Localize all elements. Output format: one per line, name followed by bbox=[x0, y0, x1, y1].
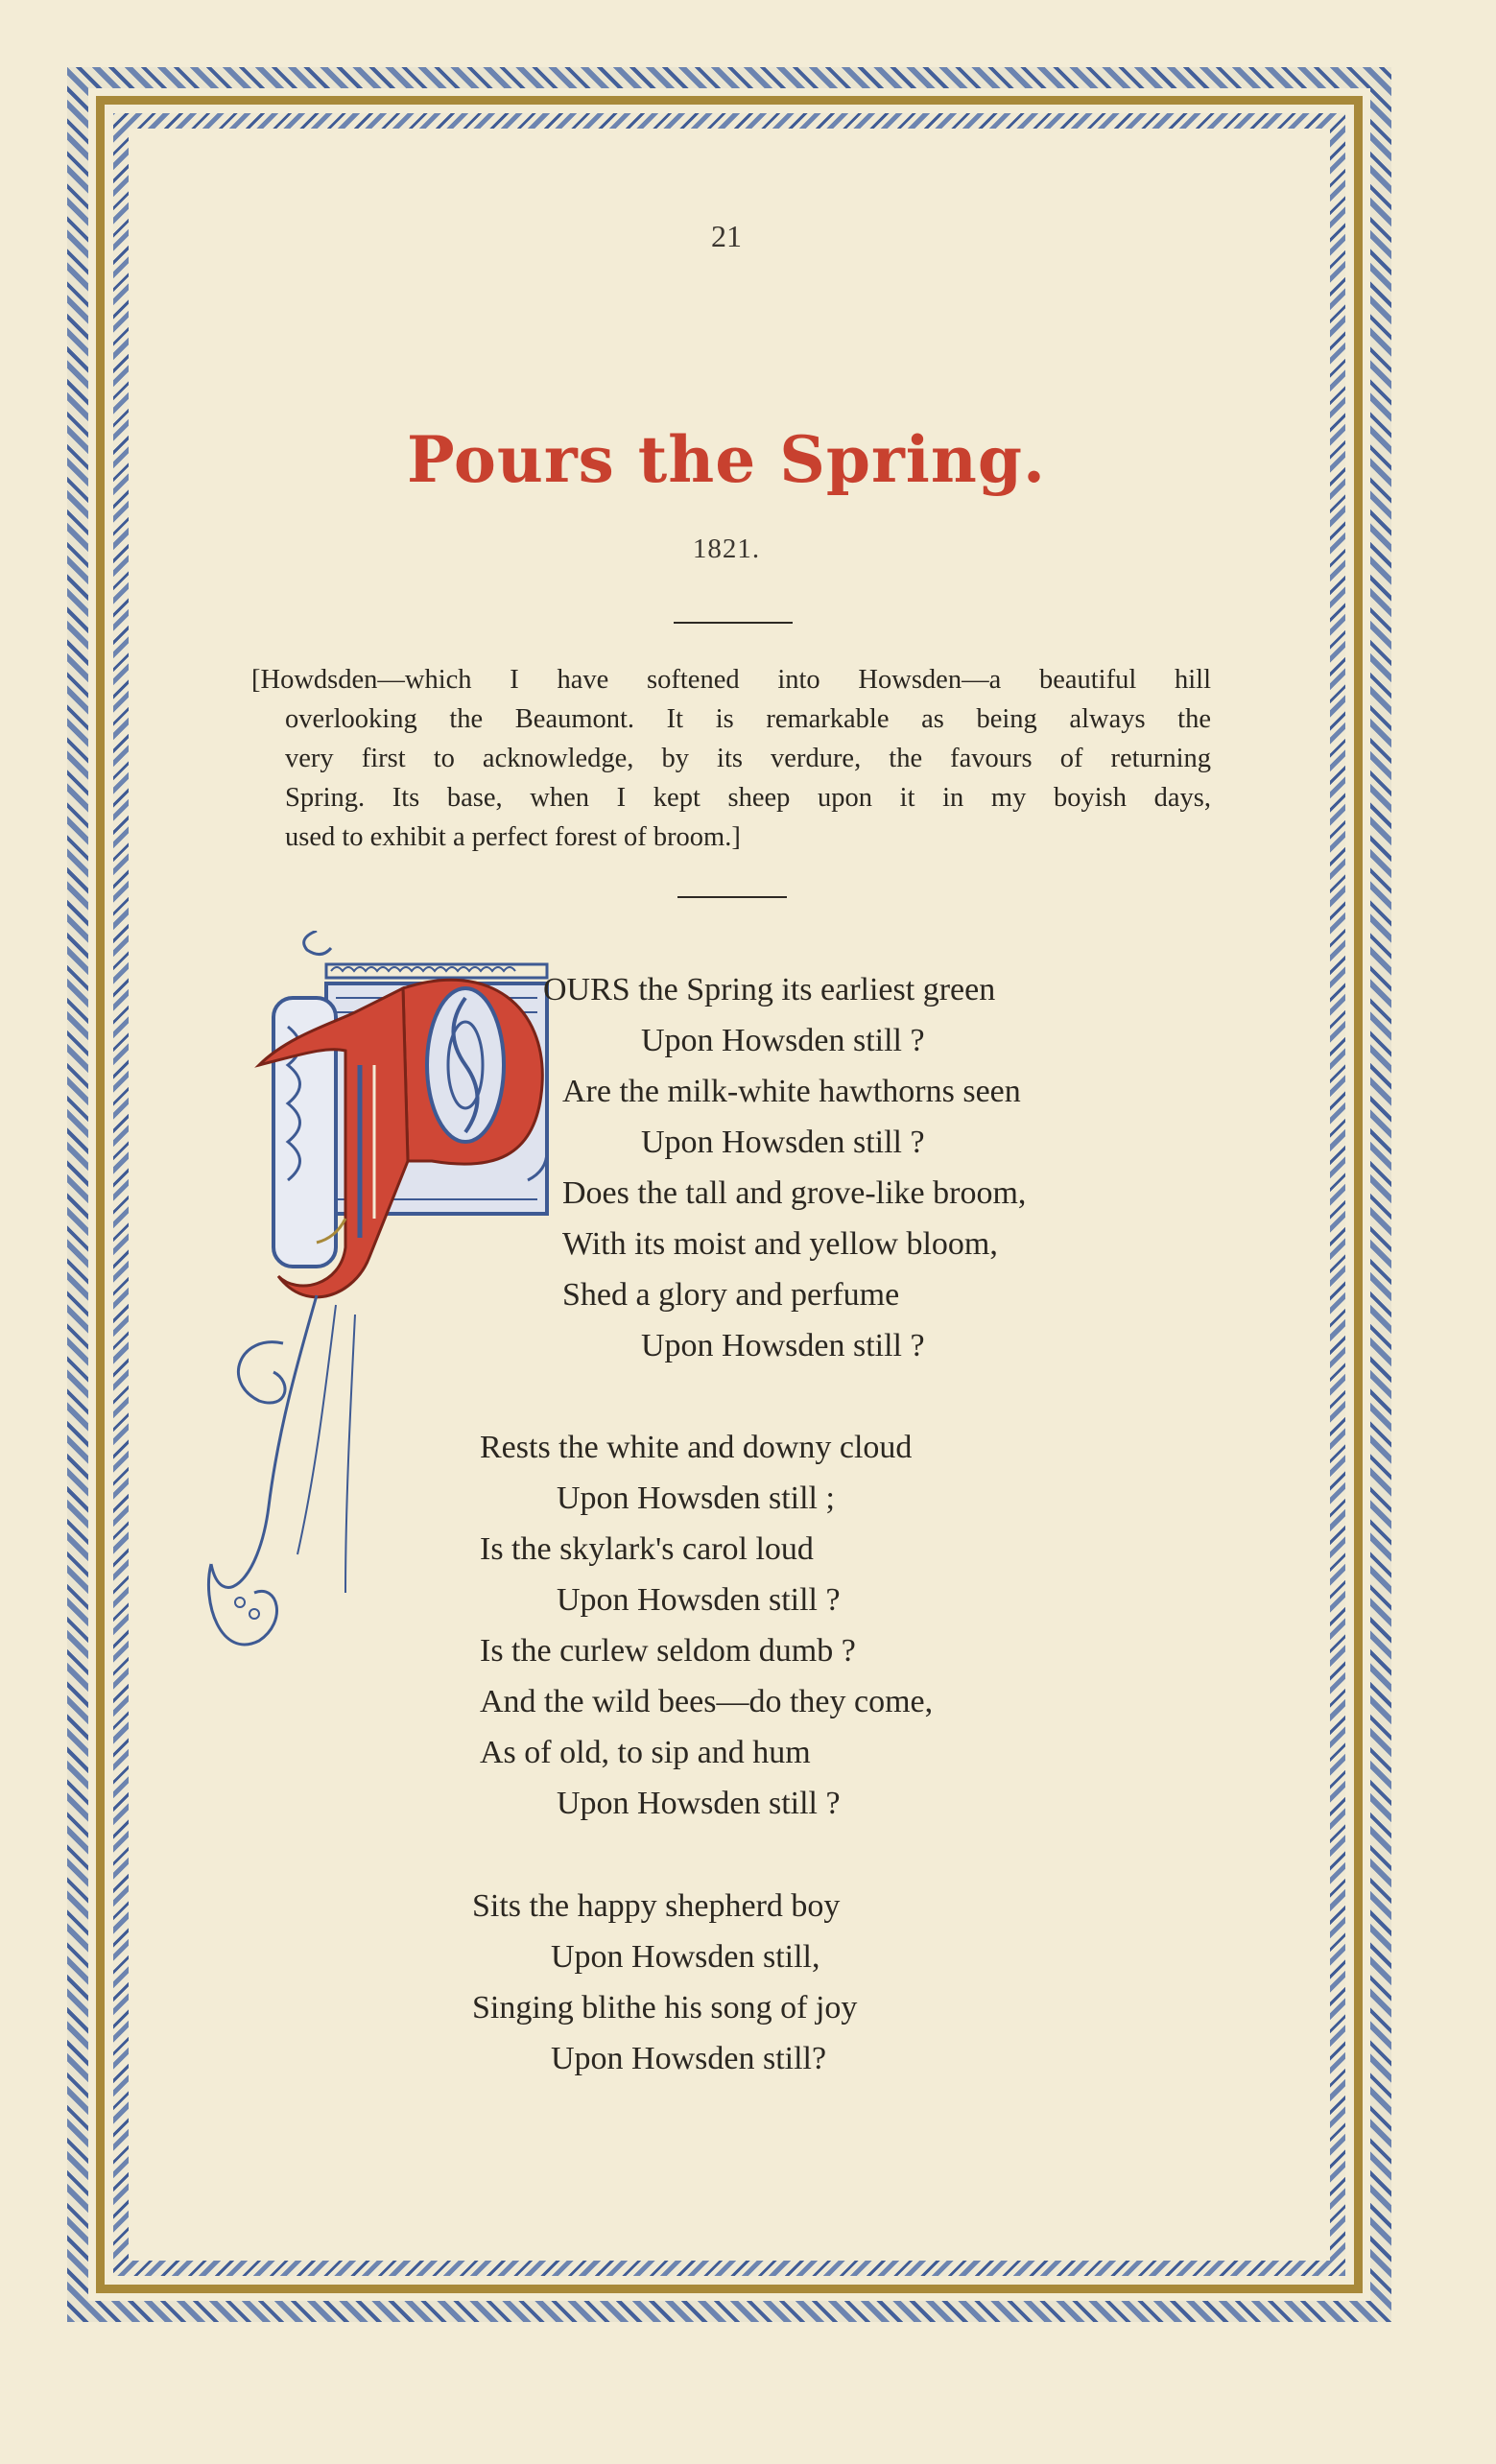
note-line: very first to acknowledge, by its verdure, the favours of returning bbox=[285, 744, 1211, 773]
poem-line: OURS the Spring its earliest green bbox=[543, 972, 996, 1007]
poem-line: Upon Howsden still ? bbox=[641, 1328, 925, 1363]
poem-line: Upon Howsden still, bbox=[551, 1939, 820, 1975]
poem-line: Rests the white and downy cloud bbox=[480, 1430, 913, 1465]
divider-rule-top bbox=[674, 622, 793, 624]
poem-line: And the wild bees—do they come, bbox=[480, 1684, 934, 1719]
poem-line: Shed a glory and perfume bbox=[562, 1277, 900, 1313]
poem-line: Upon Howsden still ? bbox=[641, 1125, 925, 1160]
poem-line: Upon Howsden still ? bbox=[641, 1023, 925, 1058]
poem-year: 1821. bbox=[692, 533, 761, 564]
poem-title: Pours the Spring. bbox=[407, 422, 1046, 497]
poem-line: Is the curlew seldom dumb ? bbox=[480, 1633, 856, 1669]
poem-line: Is the skylark's carol loud bbox=[480, 1531, 814, 1567]
divider-rule-bottom bbox=[677, 896, 787, 898]
note-line: used to exhibit a perfect forest of broom.] bbox=[285, 822, 741, 852]
note-line: overlooking the Beaumont. It is remarkable as being always the bbox=[285, 704, 1211, 734]
poem-line: Singing blithe his song of joy bbox=[472, 1990, 858, 2026]
poem-line: As of old, to sip and hum bbox=[480, 1735, 811, 1770]
poem-line: With its moist and yellow bloom, bbox=[562, 1226, 998, 1262]
poem-line: Upon Howsden still ; bbox=[557, 1481, 835, 1516]
poem-line: Are the milk-white hawthorns seen bbox=[562, 1074, 1021, 1109]
poem-line: Upon Howsden still ? bbox=[557, 1582, 841, 1618]
illuminated-dropcap-p-icon bbox=[202, 931, 557, 1689]
note-line: [Howdsden—which I have softened into Howsden—a beautiful hill bbox=[251, 665, 1211, 695]
page-number: 21 bbox=[711, 219, 742, 253]
editorial-note bbox=[251, 660, 1211, 857]
note-line: Spring. Its base, when I kept sheep upon it in my boyish days, bbox=[285, 783, 1211, 813]
poem-line: Does the tall and grove-like broom, bbox=[562, 1175, 1027, 1211]
poem-line: Upon Howsden still? bbox=[551, 2041, 827, 2076]
poem-line: Sits the happy shepherd boy bbox=[472, 1888, 841, 1924]
poem-line: Upon Howsden still ? bbox=[557, 1786, 841, 1821]
